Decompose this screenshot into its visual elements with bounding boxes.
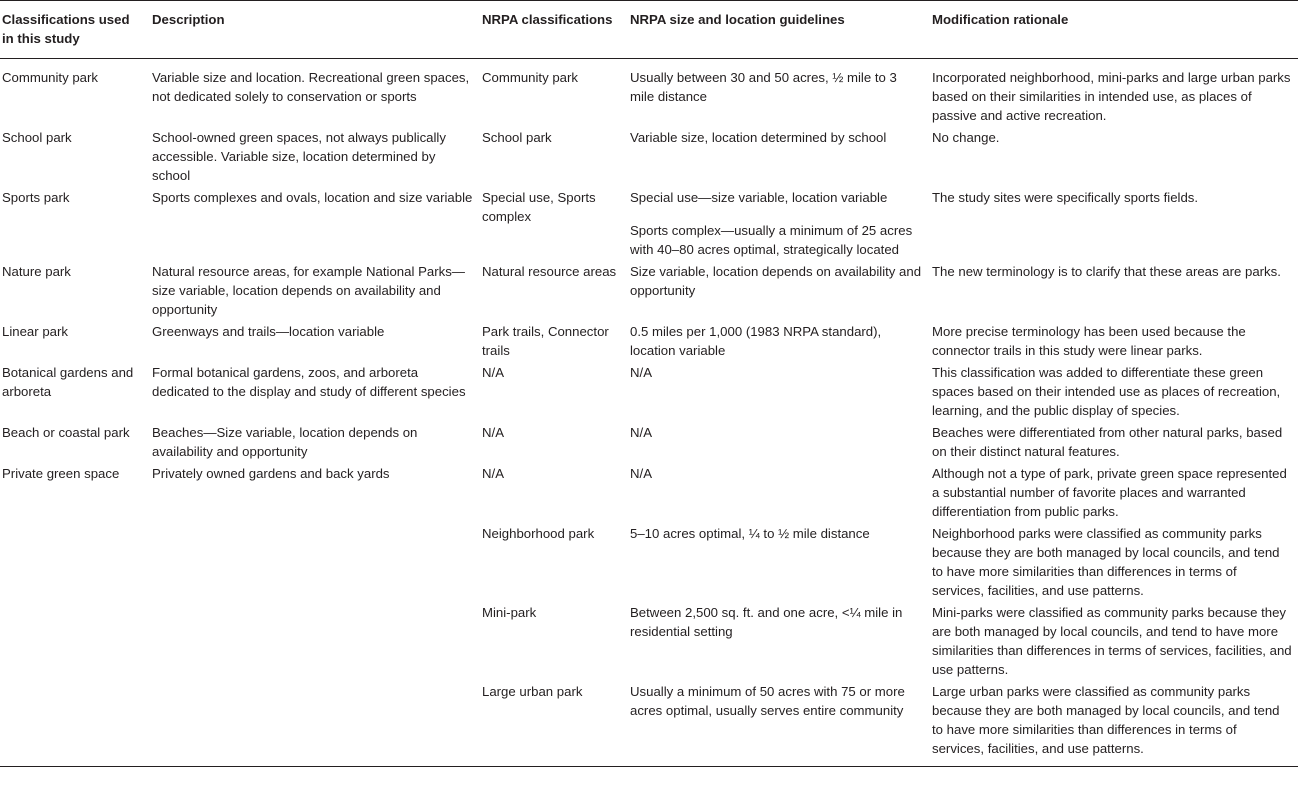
table-row <box>0 523 1298 602</box>
cell-classification: Private green space <box>2 466 120 481</box>
cell-description: Beaches—Size variable, location depends on availability and opportunity <box>152 425 418 459</box>
cell-nrpa-guidelines <box>628 187 930 261</box>
cell-rationale: No change. <box>932 130 1000 145</box>
cell-rationale: Neighborhood parks were classified as community parks because they are both managed by local councils, and tend to have more similarities than differences in terms of services, facilities, and use patterns. <box>932 526 1280 598</box>
cell-classification: Nature park <box>2 264 71 279</box>
cell-rationale: Although not a type of park, private green space represented a substantial number of favorite places and warranted differentiation from public parks. <box>932 466 1287 519</box>
cell-nrpa-guidelines: Between 2,500 sq. ft. and one acre, <¼ mile in residential setting <box>630 605 903 639</box>
cell-nrpa-classification: School park <box>482 130 552 145</box>
cell-nrpa-classification: N/A <box>482 365 504 380</box>
header-row <box>0 1 1298 59</box>
table-row <box>0 463 1298 523</box>
cell-classification: School park <box>2 130 72 145</box>
cell-classification: Linear park <box>2 324 68 339</box>
cell-rationale: Incorporated neighborhood, mini-parks and large urban parks based on their similarities in intended use, as places of passive and active recreation. <box>932 70 1291 123</box>
cell-nrpa-classification: Natural resource areas <box>482 264 617 279</box>
cell-nrpa-classification: N/A <box>482 466 504 481</box>
cell-rationale: The new terminology is to clarify that these areas are parks. <box>932 264 1281 279</box>
table-row <box>0 422 1298 463</box>
cell-rationale: Beaches were differentiated from other natural parks, based on their distinct natural features. <box>932 425 1283 459</box>
cell-description <box>150 681 480 767</box>
cell-classification: Botanical gardens and arboreta <box>2 365 134 399</box>
cell-rationale: This classification was added to differentiate these green spaces based on their intended use as places of recreation, learning, and the public display of species. <box>932 365 1281 418</box>
cell-rationale: Large urban parks were classified as community parks because they are both managed by local councils, and tend to have more similarities than differences in terms of services, facilities, and use patterns. <box>930 681 1298 767</box>
cell-classification <box>0 681 150 767</box>
cell-nrpa-classification: Special use, Sports complex <box>482 190 596 224</box>
cell-rationale: The study sites were specifically sports fields. <box>932 190 1199 205</box>
header-nrpa-guidelines: NRPA size and location guidelines <box>628 1 930 59</box>
cell-nrpa-classification: Large urban park <box>480 681 628 767</box>
cell-description: Natural resource areas, for example National Parks—size variable, location depends on availability and opportunity <box>152 264 465 317</box>
table-header <box>0 1 1298 59</box>
cell-nrpa-guidelines: Size variable, location depends on availability and opportunity <box>630 264 922 298</box>
header-nrpa-classification: NRPA classifications <box>480 1 628 59</box>
cell-rationale: Mini-parks were classified as community parks because they are both managed by local councils, and tend to have more similarities than differences in terms of services, facilities, and use patterns. <box>932 605 1292 677</box>
table-row <box>0 127 1298 187</box>
guideline-special-use: Special use—size variable, location variable <box>630 190 888 205</box>
cell-description: School-owned green spaces, not always publically accessible. Variable size, location determined by school <box>152 130 446 183</box>
header-rationale: Modification rationale <box>930 1 1298 59</box>
cell-nrpa-guidelines: N/A <box>630 425 652 440</box>
table-row <box>0 681 1298 767</box>
cell-classification <box>0 602 150 681</box>
cell-nrpa-guidelines: 5–10 acres optimal, ¼ to ½ mile distance <box>630 526 870 541</box>
cell-description <box>150 602 480 681</box>
table-row <box>0 261 1298 321</box>
guideline-sports-complex: Sports complex—usually a minimum of 25 acres with 40–80 acres optimal, strategically located <box>630 223 913 257</box>
cell-description: Formal botanical gardens, zoos, and arboreta dedicated to the display and study of different species <box>152 365 466 399</box>
cell-nrpa-classification: Park trails, Connector trails <box>482 324 609 358</box>
cell-nrpa-classification: N/A <box>482 425 504 440</box>
cell-description: Privately owned gardens and back yards <box>152 466 390 481</box>
cell-classification: Sports park <box>2 190 70 205</box>
table-row <box>0 187 1298 261</box>
table-body <box>0 59 1298 767</box>
cell-classification: Community park <box>2 70 99 85</box>
table-row <box>0 321 1298 362</box>
cell-nrpa-classification: Neighborhood park <box>482 526 595 541</box>
cell-nrpa-guidelines: N/A <box>630 466 652 481</box>
cell-nrpa-guidelines: 0.5 miles per 1,000 (1983 NRPA standard), location variable <box>630 324 882 358</box>
cell-nrpa-classification: Mini-park <box>482 605 537 620</box>
cell-description: Greenways and trails—location variable <box>152 324 385 339</box>
header-description: Description <box>150 1 480 59</box>
cell-description: Variable size and location. Recreational green spaces, not dedicated solely to conservation or sports <box>152 70 470 104</box>
cell-nrpa-guidelines: Variable size, location determined by school <box>630 130 887 145</box>
table-row <box>0 602 1298 681</box>
table-row <box>0 362 1298 422</box>
cell-classification <box>0 523 150 602</box>
cell-nrpa-guidelines: N/A <box>630 365 652 380</box>
header-classification: Classifications used in this study <box>0 1 150 59</box>
cell-nrpa-guidelines: Usually between 30 and 50 acres, ½ mile to 3 mile distance <box>630 70 897 104</box>
cell-nrpa-guidelines: Usually a minimum of 50 acres with 75 or more acres optimal, usually serves entire community <box>628 681 930 767</box>
cell-classification: Beach or coastal park <box>2 425 130 440</box>
table-row <box>0 59 1298 128</box>
cell-description: Sports complexes and ovals, location and size variable <box>152 190 473 205</box>
cell-rationale: More precise terminology has been used because the connector trails in this study were linear parks. <box>932 324 1246 358</box>
cell-description <box>150 523 480 602</box>
cell-nrpa-classification: Community park <box>482 70 579 85</box>
